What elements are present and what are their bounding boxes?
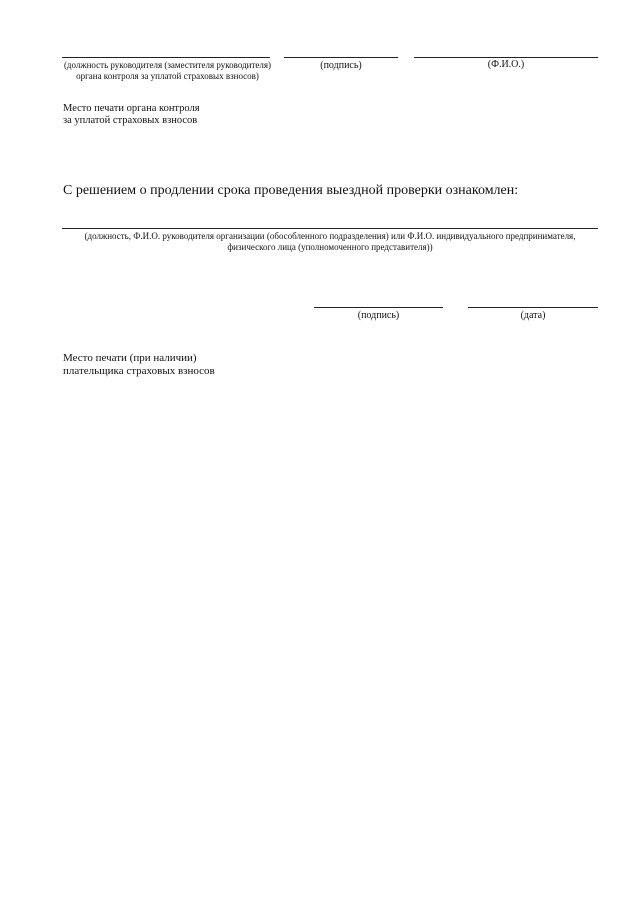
position-caption-line2: органа контроля за уплатой страховых взносов) — [76, 71, 259, 81]
signature-line-bottom — [314, 307, 443, 308]
date-line — [468, 307, 598, 308]
acknowledgement-line — [62, 228, 598, 229]
acknowledgement-caption-line1: (должность, Ф.И.О. руководителя организации (обособленного подразделения) или Ф.И.О. индивидуального предпринимателя, — [84, 231, 576, 241]
acknowledgement-caption — [55, 231, 605, 253]
fio-caption: (Ф.И.О.) — [487, 59, 525, 70]
stamp-payer — [63, 352, 215, 378]
position-line — [62, 57, 270, 58]
position-caption-line1: (должность руководителя (заместителя руководителя) — [63, 60, 272, 70]
signature-caption-top: (подпись) — [320, 60, 362, 71]
acknowledgement-heading: С решением о продлении срока проведения выездной проверки ознакомлен: — [63, 183, 519, 198]
stamp-payer-line2: плательщика страховых взносов — [63, 365, 215, 377]
date-caption: (дата) — [520, 310, 546, 321]
stamp-authority-line2: за уплатой страховых взносов — [63, 115, 198, 126]
position-caption — [55, 60, 280, 82]
signature-line-top — [284, 57, 398, 58]
fio-line — [414, 57, 598, 58]
stamp-payer-line1: Место печати (при наличии) — [63, 352, 197, 364]
stamp-authority — [63, 103, 200, 127]
signature-caption-bottom: (подпись) — [357, 310, 400, 321]
stamp-authority-line1: Место печати органа контроля — [63, 103, 200, 114]
acknowledgement-caption-line2: физического лица (уполномоченного представителя)) — [227, 242, 433, 252]
